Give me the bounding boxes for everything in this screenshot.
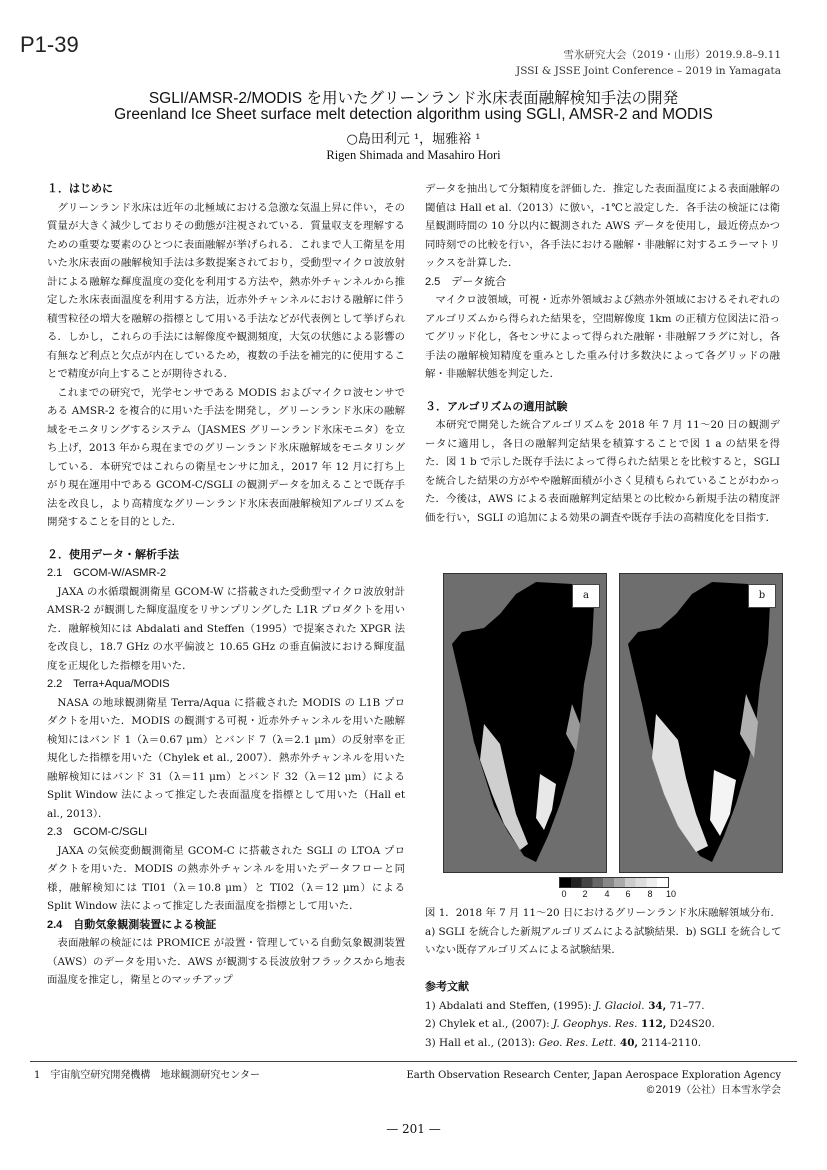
section-2-1-text: JAXA の水循環観測衛星 GCOM-W に搭載された受動型マイクロ波放射計 AMSR-2 が観測した輝度温度をリサンプリングした L1R プロダクトを用いた．融解検知には Abdalati and Steffen（1995）で提案された XPGR 法を改良し，18.7 GHz の水平偏波と 10.65 GHz の垂直偏波における輝度温度を正規化した指標を用いた． (47, 585, 405, 672)
reference-item: 1) Abdalati and Steffen, (1995): J. Glaciol. 34, 71–77. (425, 999, 705, 1012)
footnote-right (407, 1068, 782, 1098)
conference-jp: 雪氷研究大会（2019・山形）2019.9.8–9.11 (563, 49, 781, 61)
paper-id: P1-39 (20, 32, 79, 57)
section-2-5-text: マイクロ波領域，可視・近赤外領域および熱赤外領域におけるそれぞれのアルゴリズムから得られた結果を，空間解像度 1km の正積方位図法に沿ってグリッド化し，各センサによって得られた融解・非融解フラグに対し，各手法の融解検知精度を重みとした重み付け多数決によって各グリッドの融解・非融解状態を判定した． (425, 294, 780, 380)
left-column (47, 180, 405, 990)
colorbar-tick: 6 (625, 889, 631, 899)
page-number: — 201 — (386, 1122, 441, 1136)
section-2-4-continued: データを抽出して分類精度を評価した．推定した表面温度による表面融解の閾値は Hall et al.（2013）に倣い，-1℃と設定した．各手法の検証には衛星観測時間の 10 分以内に観測された AWS データを使用し，最近傍点かつ同時刻での比較を行い，各手法における融解・非融解に対するエラーマトリックスを計算した． (425, 183, 780, 269)
greenland-map-a (444, 574, 606, 872)
section-2-3-text: JAXA の気候変動観測衛星 GCOM-C に搭載された SGLI の LTOA プロダクトを用いた．MODIS の熱赤外チャンネルを用いたデータフローと同様，融解検知には TI01（λ＝10.8 μm）と TI02（λ＝12 μm）による Split Window 法によって推定した表面温度を指標として用いた． (47, 844, 405, 912)
title-jp: SGLI/AMSR-2/MODIS を用いたグリーンランド氷床表面融解検知手法の開発 (148, 90, 679, 107)
reference-item: 3) Hall et al., (2013): Geo. Res. Lett. 40, 2114-2110. (425, 1036, 702, 1049)
section-3-text: 本研究で開発した統合アルゴリズムを 2018 年 7 月 11〜20 日の観測データに適用し，各日の融解判定結果を積算することで図 1 a の結果を得た．図 1 b で示した既存手法によって得られた結果とを比較すると，SGLI を統合した結果の方がやや融解面積が小さく見積もられていることがわかった．今後は，AWS による表面融解判定結果との比較から新規手法の精度評価を行い，SGLI の追加による効果の調査や既存手法の高精度化を目指す． (425, 419, 780, 524)
footnote-affiliation-jp: 1 宇宙航空研究開発機構 地球観測研究センター (34, 1070, 260, 1081)
reference-item: 2) Chylek et al., (2007): J. Geophys. Res. 112, D24S20. (425, 1018, 715, 1030)
title-en: Greenland Ice Sheet surface melt detection algorithm using SGLI, AMSR-2 and MODIS (114, 106, 713, 123)
section-1-heading: １．はじめに (47, 183, 113, 195)
greenland-map-b (620, 574, 782, 872)
section-2-3-heading: 2.3 GCOM-C/SGLI (47, 826, 148, 838)
colorbar-tick: 8 (647, 889, 653, 899)
colorbar (559, 877, 669, 888)
colorbar-tick: 2 (582, 889, 588, 899)
conference-en: JSSI & JSSE Joint Conference – 2019 in Yamagata (515, 65, 781, 77)
figure-1 (443, 573, 783, 903)
colorbar-tick: 4 (604, 889, 610, 899)
colorbar-tick: 10 (665, 889, 676, 899)
section-2-heading: ２．使用データ・解析手法 (47, 548, 179, 561)
section-2-2-text: NASA の地球観測衛星 Terra/Aqua に搭載された MODIS の L1B プロダクトを用いた．MODIS の観測する可視・近赤外チャンネルを用いた融解検知にはバンド 1（λ＝0.67 μm）とバンド 7（λ＝2.1 μm）の反射率を正規化した指標を用いた（Chylek et al., 2007）．熱赤外チャンネルを用いた融解検知にはバンド 31（λ＝11 μm）とバンド 32（λ＝12 μm）による Split Window 法によって推定した表面温度を指標として用いた（Hall et al., 2013）． (47, 696, 405, 820)
copyright: ©2019（公社）日本雪氷学会 (645, 1085, 781, 1096)
references-heading: 参考文献 (425, 981, 469, 993)
map-panel-a (443, 573, 607, 873)
panel-a-label: a (572, 584, 600, 608)
footnote-affiliation-en: Earth Observation Research Center, Japan Aerospace Exploration Agency (406, 1070, 781, 1081)
section-2-5-heading: 2.5 データ統合 (425, 275, 507, 288)
colorbar-tick: 0 (561, 889, 567, 899)
figure-caption: 図 1．2018 年 7 月 11〜20 日におけるグリーンランド氷床融解領域分布．a) SGLI を統合した新規アルゴリズムによる試験結果．b) SGLI を統合していない既存アルゴリズムによる試験結果． (425, 907, 782, 956)
authors-en: Rigen Shimada and Masahiro Hori (326, 148, 501, 162)
section-3-heading: ３．アルゴリズムの適用試験 (425, 400, 568, 413)
map-panel-b (619, 573, 783, 873)
references (425, 978, 783, 1052)
section-2-2-heading: 2.2 Terra+Aqua/MODIS (47, 678, 170, 690)
section-1-paragraph-1: グリーンランド氷床は近年の北極域における急激な気温上昇に伴い，その質量が大きく減少しておりその動態が注視されている．質量収支を理解するための重要な要素のひとつに表面融解が挙げられる．これまで人工衛星を用いた氷床表面の融解検知手法は多数提案されており，受動型マイクロ波放射計による融解な輝度温度の変化を利用する方法や，熱赤外チャンネルから推定した氷床表面温度を利用する方法，近赤外チャンネルにおける融解に伴う積雪粒径の増大を融解の指標として用いる手法などが代表例として挙げられる．しかし，これらの手法には解像度や観測頻度，大気の状態による影響の有無など利点と欠点が内在しているため，複数の手法を補完的に使用することで精度が向上することが期待される． (47, 201, 405, 380)
conference-info (516, 47, 781, 79)
authors-jp: ○島田利元 ¹，堀雅裕 ¹ (346, 132, 481, 147)
section-2-4-text: 表面融解の検証には PROMICE が設置・管理している自動気象観測装置（AWS）のデータを用いた．AWS が観測する長波放射フラックスから地表面温度を推定し，衛星とのマッチアップ (47, 937, 405, 986)
footer-divider (30, 1061, 797, 1062)
section-1-paragraph-2: これまでの研究で，光学センサである MODIS およびマイクロ波センサである AMSR-2 を複合的に用いた手法を開発し，グリーンランド氷床の融解域をモニタリングするシステム（JASMES グリーンランド氷床モニタ）を立ち上げ，2013 年から現在までのグリーンランド氷床融解域をモニタリングしている．本研究ではこれらの衛星センサに加え，2017 年 12 月に打ち上がり現在運用中である GCOM-C/SGLI の観測データを加えることで既存手法を改良し，より高精度なグリーンランド氷床表面融解検知アルゴリズムを開発することを目的とした． (47, 386, 405, 528)
panel-b-label: b (748, 584, 776, 608)
section-2-4-heading: 2.4 自動気象観測装置による検証 (47, 918, 217, 931)
right-column (425, 180, 780, 527)
section-2-1-heading: 2.1 GCOM-W/ASMR-2 (47, 567, 167, 579)
